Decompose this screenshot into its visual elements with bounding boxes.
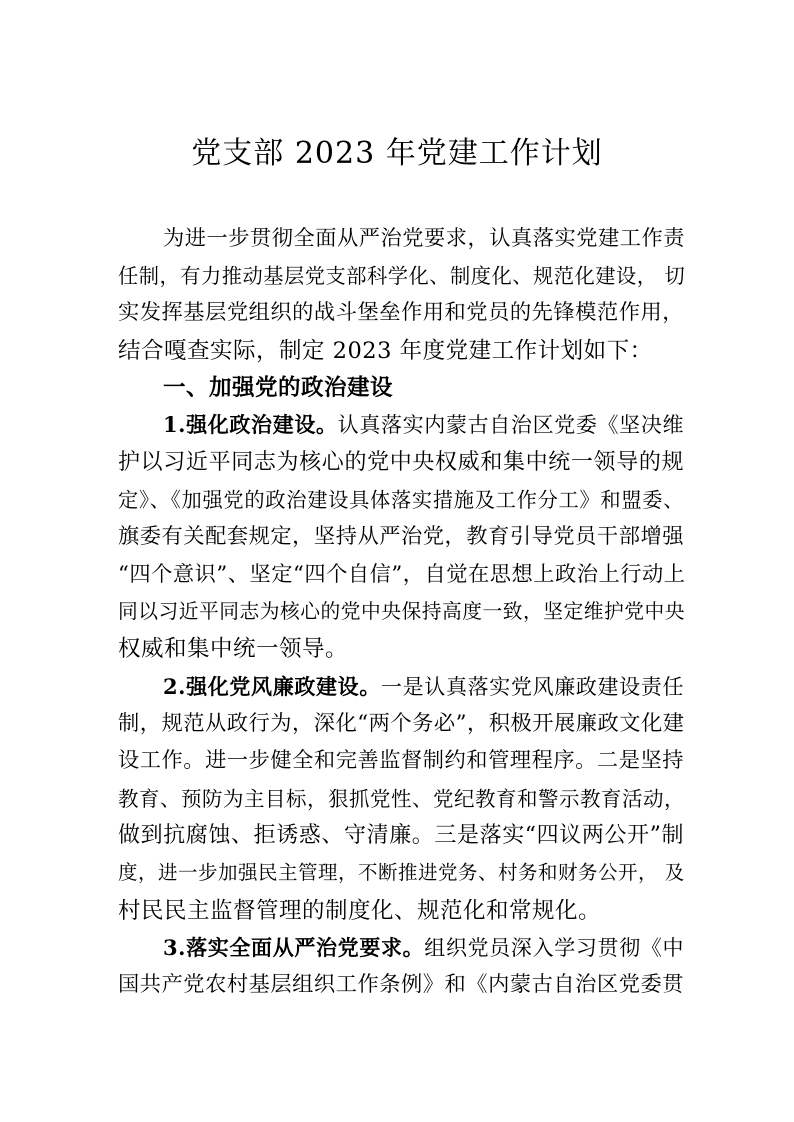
text-line — [118, 858, 684, 888]
text-line — [118, 298, 684, 328]
text-line — [118, 634, 684, 664]
text-line — [163, 410, 684, 440]
item-lead: 1.强化政治建设。 — [163, 412, 338, 437]
line-text: 实发挥基层党组织的战斗堡垒作用和党员的先锋模范作用， — [118, 300, 684, 325]
line-text: 教育、预防为主目标，狠抓党性、党纪教育和警示教育活动， — [118, 787, 685, 811]
section-heading-text: 一、加强党的政治建设 — [163, 375, 394, 401]
line-text: 护以习近平同志为核心的党中央权威和集中统一领导的规 — [118, 450, 684, 475]
line-text: 组织党员深入学习贯彻《中 — [424, 936, 685, 960]
item-lead: 2.强化党风廉政建设。 — [163, 674, 381, 699]
line-text: “四个意识”、坚定“四个自信”，自觉在思想上政治上行动上 — [118, 562, 686, 587]
line-text: 制，规范从政行为，深化“两个务必”，积极开展廉政文化建 — [118, 711, 685, 736]
text-line — [163, 224, 684, 254]
text-line — [118, 709, 684, 739]
line-text: 同以习近平同志为核心的党中央保持高度一致，坚定维护党中央 — [118, 600, 686, 623]
line-text: 村民民主监督管理的制度化、规范化和常规化。 — [118, 898, 602, 924]
text-line — [163, 933, 684, 963]
line-text: 做到抗腐蚀、拒诱惑、守清廉。三是落实“四议两公开”制 — [118, 823, 684, 848]
text-line — [118, 896, 684, 926]
text-line — [118, 522, 684, 552]
text-line — [118, 821, 684, 851]
text-line — [118, 784, 684, 814]
text-line — [118, 597, 684, 627]
line-text: 为进一步贯彻全面从严治党要求，认真落实党建工作责 — [163, 226, 686, 251]
line-text: 认真落实内蒙古自治区党委《坚决维 — [337, 413, 684, 437]
line-text: 定》、《加强党的政治建设具体落实措施及工作分工》和盟委、 — [118, 488, 684, 512]
text-line — [118, 746, 684, 776]
line-text: 旗委有关配套规定，坚持从严治党，教育引导党员干部增强 — [118, 524, 684, 549]
section-heading — [163, 373, 684, 403]
text-line — [118, 485, 684, 515]
text-line — [118, 970, 684, 1000]
text-line — [163, 672, 684, 702]
document-title: 党支部 2023 年党建工作计划 — [191, 136, 603, 171]
line-text: 结合嘎查实际，制定 2023 年度党建工作计划如下： — [118, 338, 653, 364]
item-lead: 3.落实全面从严治党要求。 — [163, 935, 425, 960]
line-text: 任制，有力推动基层党支部科学化、制度化、规范化建设， 切 — [118, 264, 686, 288]
line-text: 度，进一步加强民主管理，不断推进党务、村务和财务公开， 及 — [118, 861, 685, 884]
line-text: 设工作。进一步健全和完善监督制约和管理程序。二是坚持 — [118, 748, 684, 773]
text-line — [118, 261, 684, 291]
line-text: 一是认真落实党风廉政建设责任 — [380, 675, 684, 699]
line-text: 国共产党农村基层组织工作条例》和《内蒙古自治区党委贯 — [118, 972, 684, 997]
text-line — [118, 336, 684, 366]
line-text: 权威和集中统一领导。 — [118, 636, 349, 662]
text-line — [118, 560, 684, 590]
text-line — [118, 448, 684, 478]
